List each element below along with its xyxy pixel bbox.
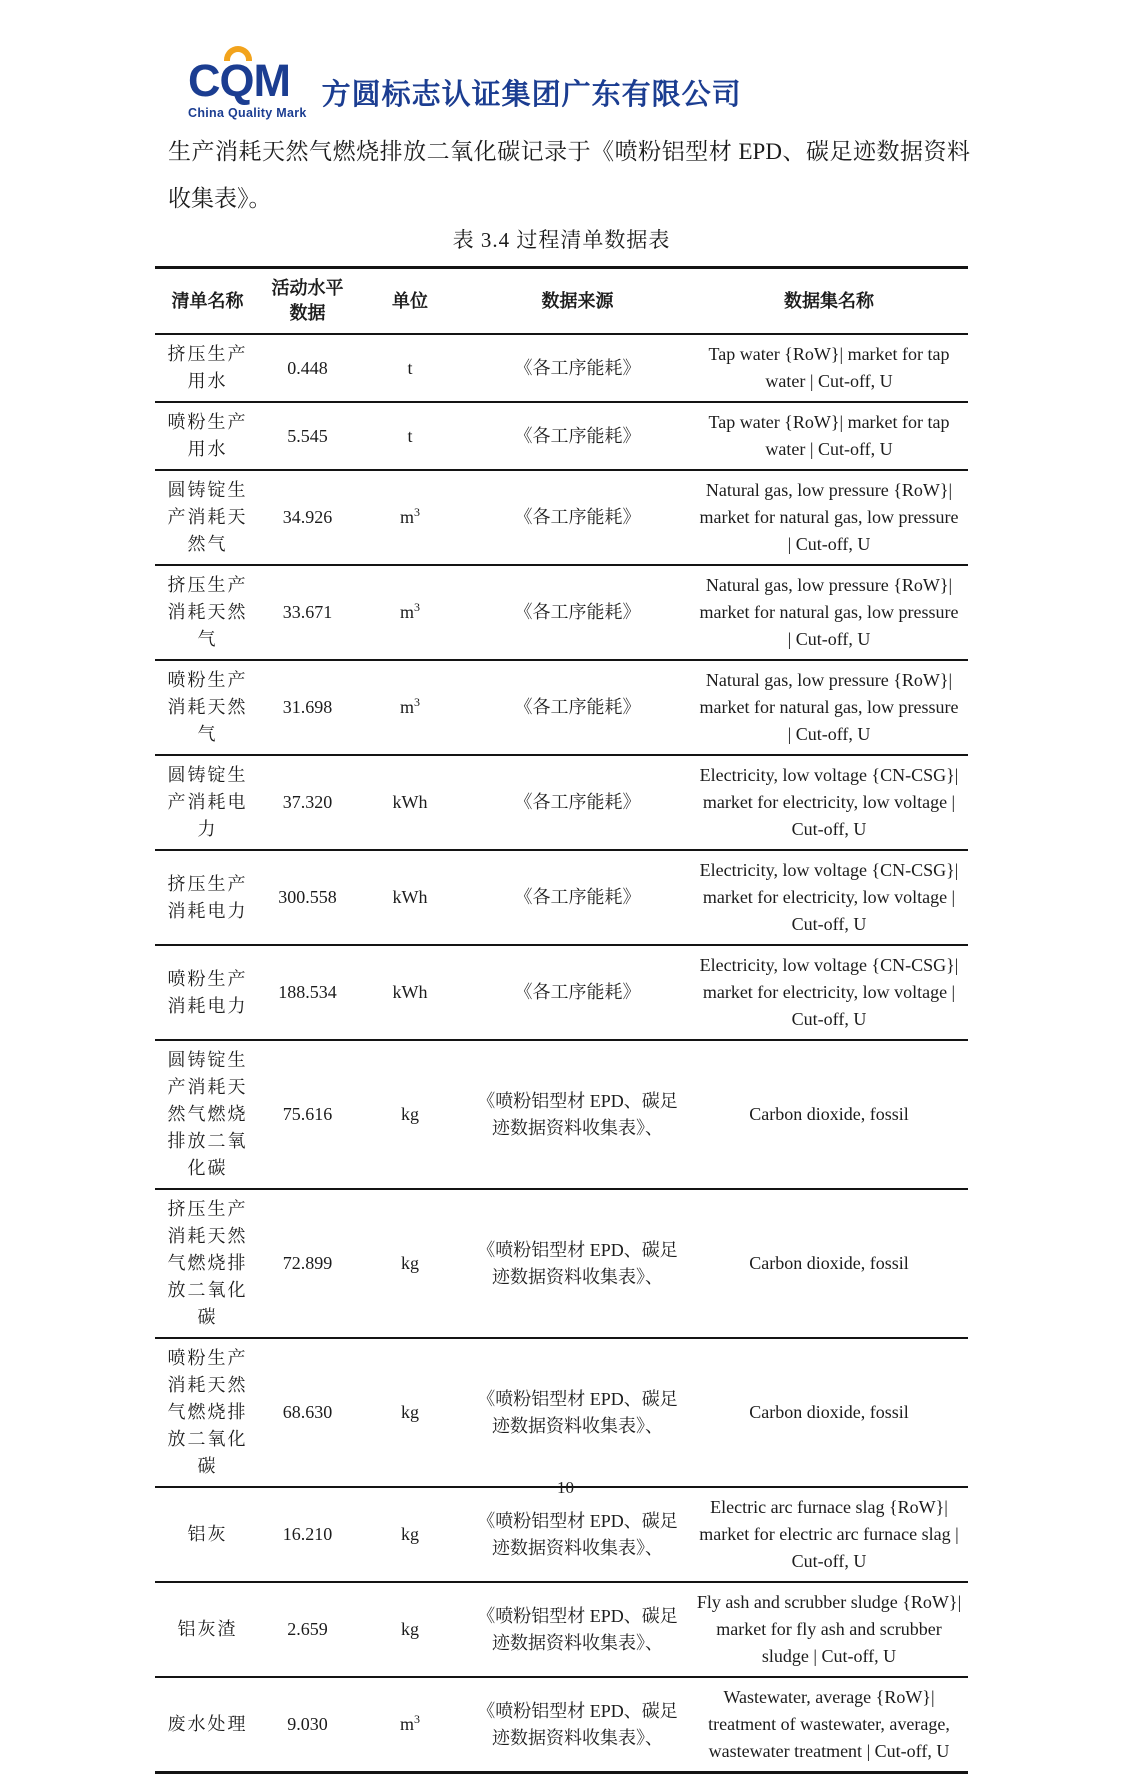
- unit-cell: $m^3$: [355, 660, 465, 755]
- table-title: 表 3.4 过程清单数据表: [452, 228, 671, 252]
- dataset-name-cell: Tap water {RoW}| market for tap water | Cut-off, U: [690, 334, 968, 402]
- unit-cell: kWh: [355, 755, 465, 850]
- unit-superscript: 3: [414, 505, 420, 520]
- logo-tagline: China Quality Mark: [188, 106, 307, 120]
- inventory-name-cell: 喷粉生产用水: [155, 402, 260, 470]
- inventory-name-cell: 挤压生产消耗天然气燃烧排放二氧化碳: [155, 1189, 260, 1338]
- process-inventory-table: [155, 266, 968, 1774]
- activity-value-cell: 31.698: [260, 660, 355, 755]
- activity-value-cell: 5.545: [260, 402, 355, 470]
- data-source-cell: 《各工序能耗》: [465, 470, 690, 565]
- inventory-name-cell: 圆铸锭生产消耗天然气: [155, 470, 260, 565]
- inventory-name-cell: 圆铸锭生产消耗天然气燃烧排放二氧化碳: [155, 1040, 260, 1189]
- unit-superscript: 3: [414, 600, 420, 615]
- dataset-name-cell: Wastewater, average {RoW}| treatment of wastewater, average, wastewater treatment | Cut-off, U: [708, 1687, 950, 1762]
- data-source-cell: 《喷粉铝型材 EPD、碳足迹数据资料收集表》、: [465, 1040, 690, 1189]
- dataset-name-cell: Electricity, low voltage {CN-CSG}| market for electricity, low voltage | Cut-off, U: [690, 945, 968, 1040]
- unit-cell: kg: [355, 1338, 465, 1487]
- activity-value-cell: 2.659: [260, 1582, 355, 1677]
- body-paragraph: 生产消耗天然气燃烧排放二氧化碳记录于《喷粉铝型材 EPD、碳足迹数据资料收集表》。: [168, 139, 970, 212]
- activity-value-cell: 188.534: [260, 945, 355, 1040]
- unit-cell: kWh: [355, 945, 465, 1040]
- unit-cell: kg: [355, 1582, 465, 1677]
- dataset-name-cell: Electricity, low voltage {CN-CSG}| market for electricity, low voltage | Cut-off, U: [690, 755, 968, 850]
- unit-superscript: 3: [414, 1712, 420, 1727]
- table-row: [155, 334, 968, 402]
- inventory-name-cell: 废水处理: [167, 1714, 248, 1735]
- dataset-name-cell: Carbon dioxide, fossil: [690, 1189, 968, 1338]
- table-row: [155, 1338, 968, 1487]
- column-header-data-source: 数据来源: [465, 268, 690, 335]
- table-row: [155, 565, 968, 660]
- inventory-name-cell: 铝灰渣: [155, 1582, 260, 1677]
- cqm-acronym: CQM: [188, 55, 290, 106]
- logo-arc-icon: [224, 46, 252, 61]
- dataset-name-cell: Fly ash and scrubber sludge {RoW}| market for fly ash and scrubber sludge | Cut-off, U: [690, 1582, 968, 1677]
- activity-value-cell: 72.899: [260, 1189, 355, 1338]
- column-header-dataset-name: 数据集名称: [690, 268, 968, 335]
- activity-value-cell: 9.030: [287, 1714, 328, 1735]
- data-source-cell: 《喷粉铝型材 EPD、碳足迹数据资料收集表》、: [465, 1189, 690, 1338]
- process-table-body: [155, 334, 968, 1773]
- dataset-name-cell: Natural gas, low pressure {RoW}| market for natural gas, low pressure | Cut-off, U: [690, 565, 968, 660]
- dataset-name-cell: Natural gas, low pressure {RoW}| market for natural gas, low pressure | Cut-off, U: [690, 470, 968, 565]
- inventory-name-cell: 挤压生产消耗天然气: [155, 565, 260, 660]
- inventory-name-cell: 铝灰: [155, 1487, 260, 1582]
- data-source-cell: 《各工序能耗》: [465, 660, 690, 755]
- inventory-name-cell: 圆铸锭生产消耗电力: [155, 755, 260, 850]
- unit-cell: kWh: [355, 850, 465, 945]
- table-row: [155, 402, 968, 470]
- unit-cell: t: [355, 334, 465, 402]
- header-logo: [188, 55, 742, 120]
- unit-cell: t: [355, 402, 465, 470]
- table-row: [155, 1487, 968, 1582]
- table-row: [155, 1040, 968, 1189]
- unit-cell: $m^3$: [399, 1712, 420, 1735]
- data-source-cell: 《喷粉铝型材 EPD、碳足迹数据资料收集表》、: [465, 1582, 690, 1677]
- inventory-name-cell: 喷粉生产消耗天然气: [155, 660, 260, 755]
- table-row: [155, 1189, 968, 1338]
- inventory-name-cell: 喷粉生产消耗电力: [155, 945, 260, 1040]
- inventory-name-cell: 喷粉生产消耗天然气燃烧排放二氧化碳: [155, 1338, 260, 1487]
- data-source-cell: 《喷粉铝型材 EPD、碳足迹数据资料收集表》、: [465, 1338, 690, 1487]
- table-row: [155, 470, 968, 565]
- data-source-cell: 《各工序能耗》: [465, 334, 690, 402]
- unit-cell: kg: [355, 1189, 465, 1338]
- activity-value-cell: 37.320: [260, 755, 355, 850]
- unit-cell: $m^3$: [355, 470, 465, 565]
- activity-value-cell: 300.558: [260, 850, 355, 945]
- data-source-cell: 《喷粉铝型材 EPD、碳足迹数据资料收集表》、: [465, 1487, 690, 1582]
- table-row: [155, 755, 968, 850]
- page-number: 10: [557, 1478, 574, 1497]
- activity-value-cell: 0.448: [260, 334, 355, 402]
- activity-value-cell: 33.671: [260, 565, 355, 660]
- unit-cell: kg: [355, 1487, 465, 1582]
- column-header-activity-data: 活动水平数据: [260, 268, 355, 335]
- cqm-logotype: [188, 55, 307, 106]
- inventory-name-cell: 挤压生产用水: [155, 334, 260, 402]
- data-source-cell: 《各工序能耗》: [465, 945, 690, 1040]
- activity-value-cell: 34.926: [260, 470, 355, 565]
- data-source-cell: 《各工序能耗》: [465, 402, 690, 470]
- data-source-cell: 《各工序能耗》: [465, 850, 690, 945]
- table-row: [155, 660, 968, 755]
- dataset-name-cell: Carbon dioxide, fossil: [690, 1338, 968, 1487]
- column-header-inventory-name: 清单名称: [155, 268, 260, 335]
- dataset-name-cell: Natural gas, low pressure {RoW}| market for natural gas, low pressure | Cut-off, U: [690, 660, 968, 755]
- dataset-name-cell: Tap water {RoW}| market for tap water | Cut-off, U: [690, 402, 968, 470]
- unit-cell: $m^3$: [355, 565, 465, 660]
- data-source-cell: 《各工序能耗》: [465, 565, 690, 660]
- activity-value-cell: 16.210: [260, 1487, 355, 1582]
- table-header-row: [155, 268, 968, 335]
- activity-value-cell: 68.630: [260, 1338, 355, 1487]
- data-source-cell: 《喷粉铝型材 EPD、碳足迹数据资料收集表》、: [477, 1700, 678, 1748]
- unit-superscript: 3: [414, 695, 420, 710]
- process-table-container: [155, 266, 968, 1774]
- logo-mark: [188, 55, 307, 120]
- company-name: 方圆标志认证集团广东有限公司: [321, 79, 742, 111]
- unit-cell: kg: [355, 1040, 465, 1189]
- table-row: [155, 1582, 968, 1677]
- inventory-name-cell: 挤压生产消耗电力: [155, 850, 260, 945]
- data-source-cell: 《各工序能耗》: [465, 755, 690, 850]
- activity-value-cell: 75.616: [260, 1040, 355, 1189]
- dataset-name-cell: Electric arc furnace slag {RoW}| market for electric arc furnace slag | Cut-off, U: [690, 1487, 968, 1582]
- column-header-unit: 单位: [355, 268, 465, 335]
- table-row: [155, 1677, 968, 1773]
- table-row: [155, 945, 968, 1040]
- table-row: [155, 850, 968, 945]
- dataset-name-cell: Carbon dioxide, fossil: [690, 1040, 968, 1189]
- dataset-name-cell: Electricity, low voltage {CN-CSG}| market for electricity, low voltage | Cut-off, U: [690, 850, 968, 945]
